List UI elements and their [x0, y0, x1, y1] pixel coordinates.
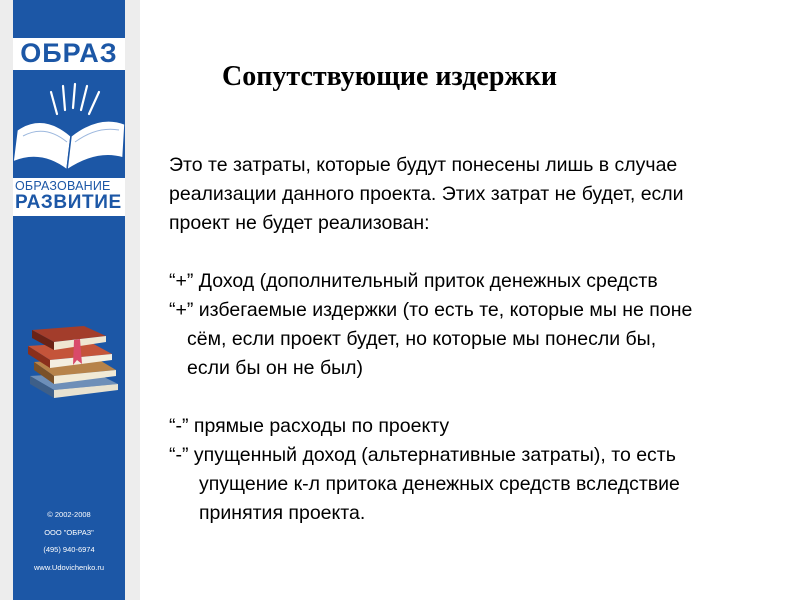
copyright-text: © 2002-2008 — [47, 510, 91, 519]
company-name: ООО "ОБРАЗ" — [44, 527, 94, 537]
slide-body — [169, 151, 789, 528]
open-book-icon — [13, 70, 125, 178]
bullet-plus-avoided-costs: “+” избегаемые издержки (то есть те, которые мы не поне — [169, 299, 693, 321]
sidebar-footer — [13, 506, 125, 576]
bullet-minus-direct-costs: “-” прямые расходы по проекту — [169, 415, 450, 437]
body-line: Это те затраты, которые будут понесены лишь в случае — [169, 154, 678, 176]
logo-subtitle-bold: РАЗВИТИЕ — [15, 192, 122, 213]
bullet-plus-income: “+” Доход (дополнительный приток денежных средств — [169, 270, 658, 292]
bullet-continuation: сём, если проект будет, но которые мы понесли бы, — [187, 328, 657, 350]
body-line: реализации данного проекта. Этих затрат не будет, если — [169, 183, 684, 205]
books-stack-image — [24, 318, 124, 400]
bullet-continuation: упущение к-л притока денежных средств вследствие — [199, 473, 680, 495]
slide-title: Сопутствующие издержки — [222, 61, 558, 92]
obraz-logo — [13, 38, 125, 216]
phone-number: (495) 940-6974 — [43, 545, 95, 554]
bullet-minus-lost-income: “-” упущенный доход (альтернативные затраты), то есть — [169, 444, 676, 466]
bullet-continuation: если бы он не был) — [187, 357, 364, 379]
website-link: www.Udovichenko.ru — [33, 562, 105, 572]
logo-subtitle: ОБРАЗОВАНИЕ — [15, 179, 111, 193]
spacer — [169, 238, 789, 267]
body-line: проект не будет реализован: — [169, 212, 430, 234]
logo-top-text: ОБРАЗ — [20, 38, 118, 68]
spacer — [169, 383, 789, 412]
bullet-continuation: принятия проекта. — [199, 502, 366, 524]
